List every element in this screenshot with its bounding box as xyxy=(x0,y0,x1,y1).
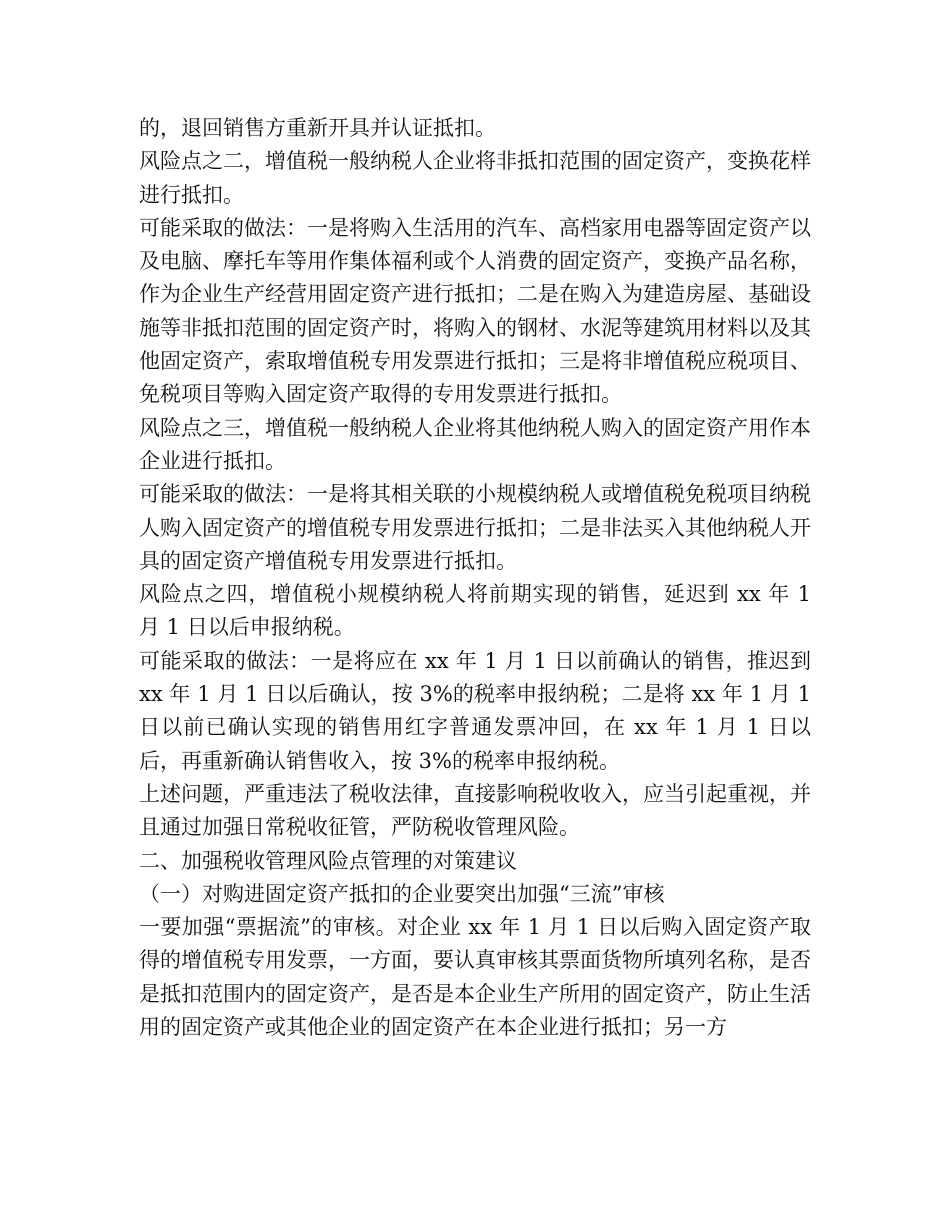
paragraph-risk-point-3-methods: 可能采取的做法：一是将其相关联的小规模纳税人或增值税免税项目纳税人购入固定资产的增值税专用发票进行抵扣；二是非法买入其他纳税人开具的固定资产增值税专用发票进行抵扣。 xyxy=(139,482,811,573)
paragraph-risk-point-2-methods: 可能采取的做法：一是将购入生活用的汽车、高档家用电器等固定资产以及电脑、摩托车等用作集体福利或个人消费的固定资产，变换产品名称，作为企业生产经营用固定资产进行抵扣；二是在购入为建造房屋、基础设施等非抵扣范围的固定资产时，将购入的钢材、水泥等建筑用材料以及其他固定资产，索取增值税专用发票进行抵扣；三是将非增值税应税项目、免税项目等购入固定资产取得的专用发票进行抵扣。 xyxy=(139,215,811,407)
paragraph-summary: 上述问题，严重违法了税收法律，直接影响税收收入，应当引起重视，并且通过加强日常税收征管，严防税收管理风险。 xyxy=(139,781,811,840)
paragraph-risk-point-3: 风险点之三，增值税一般纳税人企业将其他纳税人购入的固定资产用作本企业进行抵扣。 xyxy=(139,415,811,473)
subsection-heading: （一）对购进固定资产抵扣的企业要突出加强“三流”审核 xyxy=(139,881,665,906)
paragraph-risk-point-4: 风险点之四，增值税小规模纳税人将前期实现的销售，延迟到 xx 年 1 月 1 日以后申报纳税。 xyxy=(139,582,811,640)
paragraph-risk-point-2: 风险点之二，增值税一般纳税人企业将非抵扣范围的固定资产，变换花样进行抵扣。 xyxy=(139,149,811,207)
paragraph-risk-point-4-methods: 可能采取的做法：一是将应在 xx 年 1 月 1 日以前确认的销售，推迟到 xx 年 1 月 1 日以后确认，按 3%的税率申报纳税；二是将 xx 年 1 月 1 日以前已确认实现的销售用红字普通发票冲回，在 xx 年 1 月 1 日以后，再重新确认销售收入，按 3%的税率申报纳税。 xyxy=(139,648,811,773)
paragraph-invoice-flow: 一要加强“票据流”的审核。对企业 xx 年 1 月 1 日以后购入固定资产取得的增值税专用发票，一方面，要认真审核其票面货物所填列名称，是否是抵扣范围内的固定资产，是否是本企业生产所用的固定资产，防止生活用的固定资产或其他企业的固定资产在本企业进行抵扣；另一方 xyxy=(139,915,811,1040)
paragraph-continuation: 的，退回销售方重新开具并认证抵扣。 xyxy=(139,116,496,140)
section-heading: 二、加强税收管理风险点管理的对策建议 xyxy=(139,848,517,873)
